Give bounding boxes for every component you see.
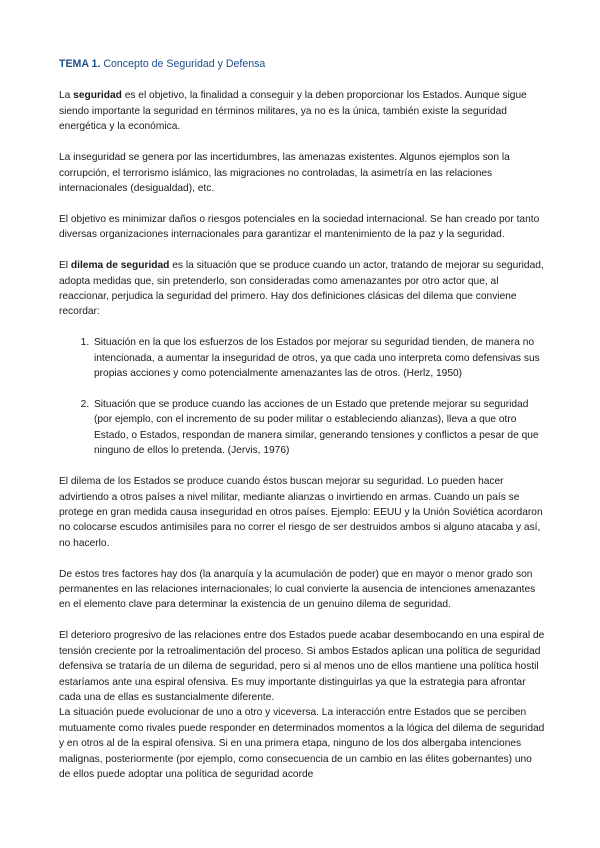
list-item: 2. Situación que se produce cuando las acciones de un Estado que pretende mejorar su seguridad (por ejemplo, con el incremento de su poder militar o estableciendo alianzas), lleva a que otro Estado, o Estados, respondan de manera similar, generando tensiones y conflictos a pesar de que ninguno de ellos lo pretenda. (Jervis, 1976)	[92, 397, 545, 459]
document-body	[59, 57, 545, 782]
paragraph-dilema-estados: El dilema de los Estados se produce cuando éstos buscan mejorar su seguridad. Lo pueden hacer advirtiendo a otros países a nivel militar, mediante alianzas o invirtiendo en armas. Cuando un país se protege en gran medida causa inseguridad en otros países. Ejemplo: EEUU y la Unión Soviética acordaron no colocarse escudos antimisiles para no correr el riesgo de ser destruidos ambos si alguno atacaba y así, no hacerlo.	[59, 476, 543, 549]
paragraph-text: El	[59, 260, 71, 272]
paragraph-text: es el objetivo, la finalidad a conseguir y la deben proporcionar los Estados. Aunque sigue siendo importante la seguridad en términos militares, ya no es la única, también existe la seguridad energética y la económica.	[59, 90, 527, 133]
section-title	[59, 57, 545, 72]
definitions-list	[59, 335, 545, 458]
paragraph-inseguridad: La inseguridad se genera por las incertidumbres, las amenazas existentes. Algunos ejemplos son la corrupción, el terrorismo islámico, las migraciones no controladas, la asimetría en las relaciones internacionales (desigualdad), etc.	[59, 152, 510, 194]
paragraph-text: La situación puede evolucionar de uno a otro y viceversa. La interacción entre Estados que se perciben mutuamente como rivales puede responder en determinados momentos a la lógica del dilema de seguridad y en otros al de la espiral ofensiva. Si en una primera etapa, ninguno de los dos albergaba intenciones malignas, posteriormente (por ejemplo, como consecuencia de un cambio en las élites gobernantes) uno de ellos puede adoptar una política de seguridad acorde	[59, 707, 545, 781]
paragraph-text: El deterioro progresivo de las relaciones entre dos Estados puede acabar desembocando en una espiral de tensión creciente por la retroalimentación del proceso. Si ambos Estados aplican una política de seguridad defensiva se trataría de un dilema de seguridad, pero si al menos uno de ellos mantiene una política hostil estaríamos ante una espiral ofensiva. Es muy importante distinguirlas ya que la estrategia para afrontar cada una de ellas es sustancialmente diferente.	[59, 630, 545, 703]
section-title-text: Concepto de Seguridad y Defensa	[103, 58, 266, 70]
paragraph-factores: De estos tres factores hay dos (la anarquía y la acumulación de poder) que en mayor o menor grado son permanentes en las relaciones internacionales; lo cual convierte la ausencia de intenciones amenazantes en el elemento clave para determinar la existencia de un genuino dilema de seguridad.	[59, 568, 536, 611]
paragraph-deterioro	[59, 628, 545, 782]
section-number: TEMA 1.	[59, 58, 101, 70]
term-seguridad: seguridad	[73, 90, 122, 102]
term-dilema-de-seguridad: dilema de seguridad	[70, 260, 170, 272]
paragraph-text: es la situación que se produce cuando un actor, tratando de mejorar su seguridad, adopta medidas que, sin pretenderlo, son consideradas como amenazantes por otro actor que, al reaccionar, perjudica la seguridad del primero. Hay dos definiciones clásicas del dilema que conviene recordar:	[59, 260, 544, 318]
paragraph-dilema	[59, 258, 545, 320]
paragraph-text: La	[59, 90, 74, 102]
paragraph-seguridad	[59, 88, 545, 134]
paragraph-objetivo: El objetivo es minimizar daños o riesgos potenciales en la sociedad internacional. Se han creado por tanto diversas organizaciones internacionales para garantizar el mantenimiento de la paz y la seguridad.	[59, 213, 540, 241]
list-item: 1. Situación en la que los esfuerzos de los Estados por mejorar su seguridad tienden, de manera no intencionada, a aumentar la inseguridad de otros, ya que cada uno interpreta como defensivas sus propias acciones y como potencialmente amenazantes las de otros. (Herlz, 1950)	[92, 335, 545, 381]
